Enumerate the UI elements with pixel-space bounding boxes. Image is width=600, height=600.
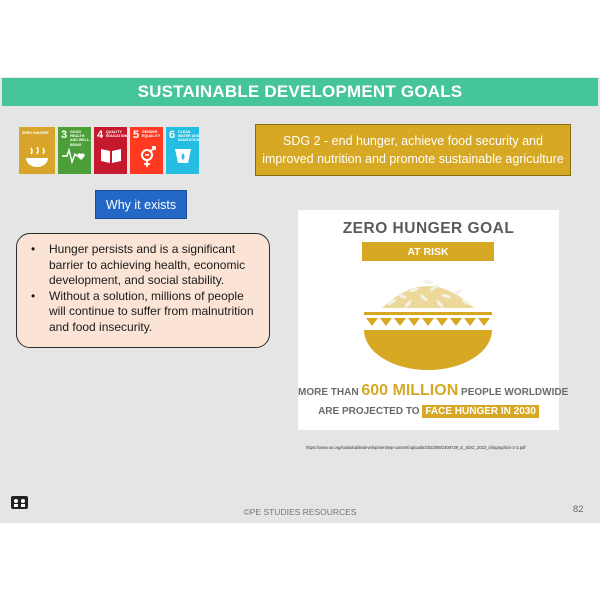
slide-title: SUSTAINABLE DEVELOPMENT GOALS <box>137 82 463 101</box>
infographic-line-2: ARE PROJECTED TO FACE HUNGER IN 2030 <box>298 406 559 417</box>
water-drop-icon <box>172 146 194 168</box>
footer-copyright: ©PE STUDIES RESOURCES <box>243 507 357 517</box>
infographic-line-1: MORE THAN 600 MILLION PEOPLE WORLDWIDE <box>298 382 569 399</box>
why-it-exists-button[interactable] <box>95 190 187 219</box>
source-link[interactable]: https://www.un.org/sustainabledevelopment/wp-content/uploads/2023/08/2309739_E_SDG_2023_infographics-2-2.pdf <box>306 445 526 450</box>
slide <box>0 77 600 523</box>
bullet-box <box>16 233 270 348</box>
goal-text: SDG 2 - end hunger, achieve food security and improved nutrition and promote sustainable agriculture <box>262 134 564 166</box>
heartbeat-icon <box>62 146 86 166</box>
bullet-item: • Hunger persists and is a significant barrier to achieving health, economic development, and social stability. <box>31 242 259 289</box>
at-risk-badge: AT RISK <box>362 242 494 261</box>
sdg-tile-clean-water: 6 CLEAN WATER AND SANITATION <box>166 127 199 174</box>
bullet-list <box>31 242 259 335</box>
page-number: 82 <box>573 504 584 515</box>
sdg-tile-quality-education: 4 QUALITY EDUCATION <box>94 127 127 174</box>
goal-box <box>255 124 571 176</box>
infographic-title: ZERO HUNGER GOAL <box>342 220 515 237</box>
sdg-tile-zero-hunger: ZERO HUNGER <box>19 127 55 174</box>
sdg-tile-good-health: 3 GOOD HEALTH AND WELL-BEING <box>58 127 91 174</box>
sdg-tiles <box>19 127 199 174</box>
bullet-item: • Without a solution, millions of people will continue to suffer from malnutrition and food insecurity. <box>31 289 259 336</box>
why-it-exists-label: Why it exists <box>105 197 177 212</box>
sdg-tile-gender-equality: 5 GENDER EQUALITY <box>130 127 163 174</box>
zero-hunger-infographic <box>298 210 569 430</box>
rice-bowl-icon <box>362 268 494 374</box>
book-icon <box>100 146 122 164</box>
gender-icon <box>136 146 158 168</box>
title-bar <box>2 78 598 106</box>
bowl-icon <box>25 146 49 168</box>
